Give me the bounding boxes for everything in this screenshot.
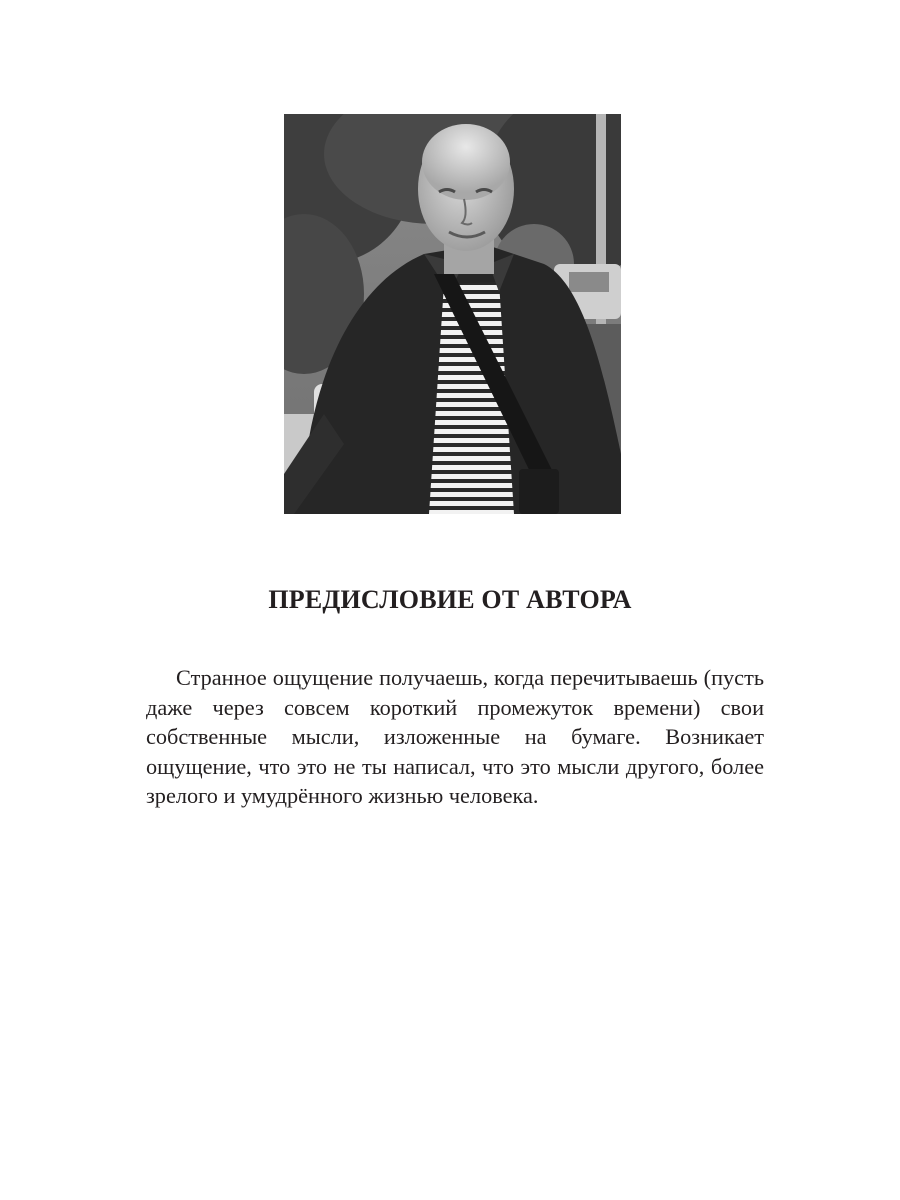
preface-paragraph: Странное ощущение получаешь, когда перечитываешь (пусть даже через совсем короткий промежуток времени) свои собственные мысли, изложенные на бумаге. Возникает ощущение, что это не ты написал, что это мысли другого, более зрелого и умудрённого жизнью человека. bbox=[146, 665, 764, 808]
page-title: ПРЕДИСЛОВИЕ ОТ АВТОРА bbox=[268, 585, 632, 614]
author-portrait-icon bbox=[284, 114, 621, 514]
author-photo bbox=[284, 114, 621, 514]
